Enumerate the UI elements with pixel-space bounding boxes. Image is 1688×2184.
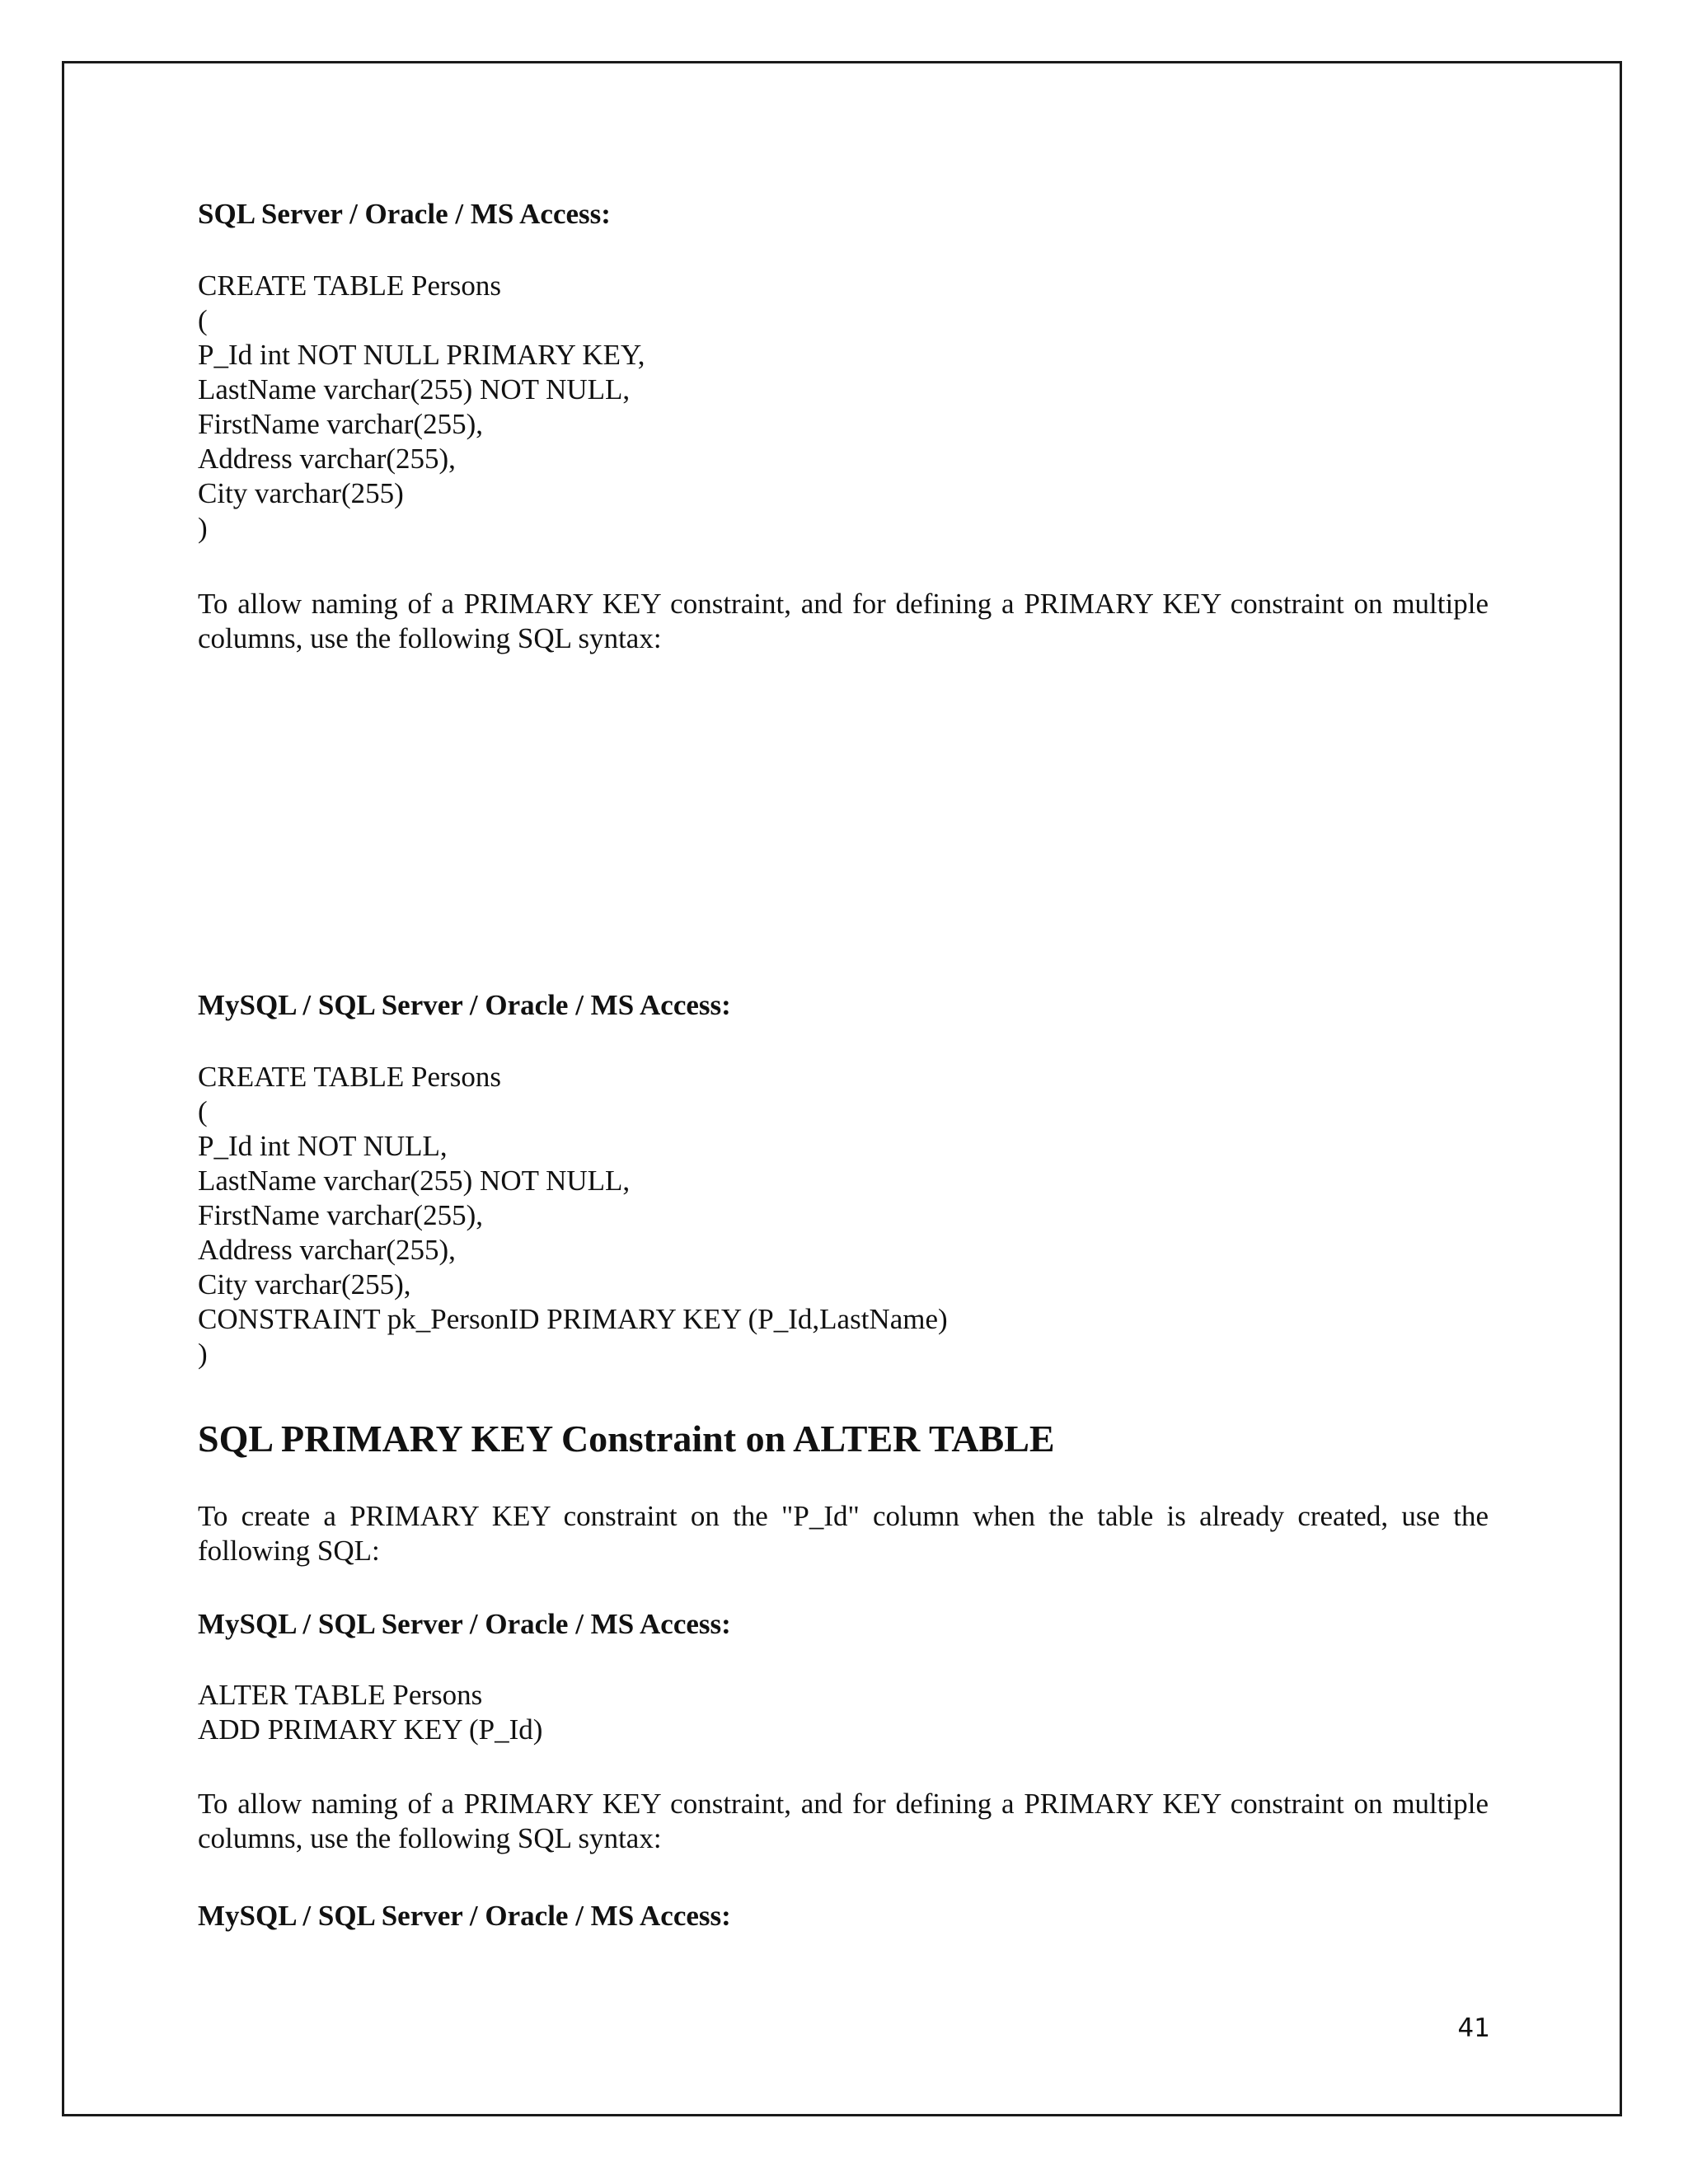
code-line: CREATE TABLE Persons: [198, 269, 501, 302]
code-line: Address varchar(255),: [198, 443, 456, 475]
section-heading-alter-table: SQL PRIMARY KEY Constraint on ALTER TABLE: [198, 1418, 1055, 1460]
section-label-mysql: MySQL / SQL Server / Oracle / MS Access:: [198, 989, 731, 1021]
code-line: FirstName varchar(255),: [198, 1199, 483, 1231]
code-line: LastName varchar(255) NOT NULL,: [198, 373, 631, 405]
section-label-mysql-alter: MySQL / SQL Server / Oracle / MS Access:: [198, 1608, 731, 1640]
code-line: (: [198, 304, 208, 336]
paragraph-alter-table: To create a PRIMARY KEY constraint on the "P_Id" column when the table is already created, use the following SQL:: [198, 1500, 1489, 1567]
code-block-create-table: [198, 269, 645, 546]
code-line: ALTER TABLE Persons: [198, 1679, 483, 1711]
code-line: ADD PRIMARY KEY (P_Id): [198, 1713, 543, 1746]
section-label-sql-server: SQL Server / Oracle / MS Access:: [198, 198, 611, 230]
code-line: P_Id int NOT NULL,: [198, 1130, 448, 1162]
section-label-mysql-final: MySQL / SQL Server / Oracle / MS Access:: [198, 1900, 731, 1932]
code-line: CONSTRAINT pk_PersonID PRIMARY KEY (P_Id,LastName): [198, 1303, 948, 1335]
code-block-alter-table: [198, 1678, 542, 1747]
code-line: Address varchar(255),: [198, 1234, 456, 1266]
paragraph-naming-constraint: To allow naming of a PRIMARY KEY constraint, and for defining a PRIMARY KEY constraint on multiple columns, use the following SQL syntax:: [198, 588, 1489, 654]
code-block-create-table-constraint: [198, 1060, 948, 1371]
code-line: City varchar(255),: [198, 1268, 411, 1301]
code-line: CREATE TABLE Persons: [198, 1061, 501, 1093]
code-line: ): [198, 512, 208, 544]
paragraph-naming-constraint-alter: To allow naming of a PRIMARY KEY constraint, and for defining a PRIMARY KEY constraint on multiple columns, use the following SQL syntax:: [198, 1788, 1489, 1854]
code-line: City varchar(255): [198, 477, 404, 509]
page-number: 41: [1457, 2013, 1490, 2043]
code-line: (: [198, 1095, 208, 1127]
code-line: LastName varchar(255) NOT NULL,: [198, 1165, 631, 1197]
code-line: FirstName varchar(255),: [198, 408, 483, 440]
code-line: P_Id int NOT NULL PRIMARY KEY,: [198, 339, 645, 371]
code-line: ): [198, 1338, 208, 1370]
